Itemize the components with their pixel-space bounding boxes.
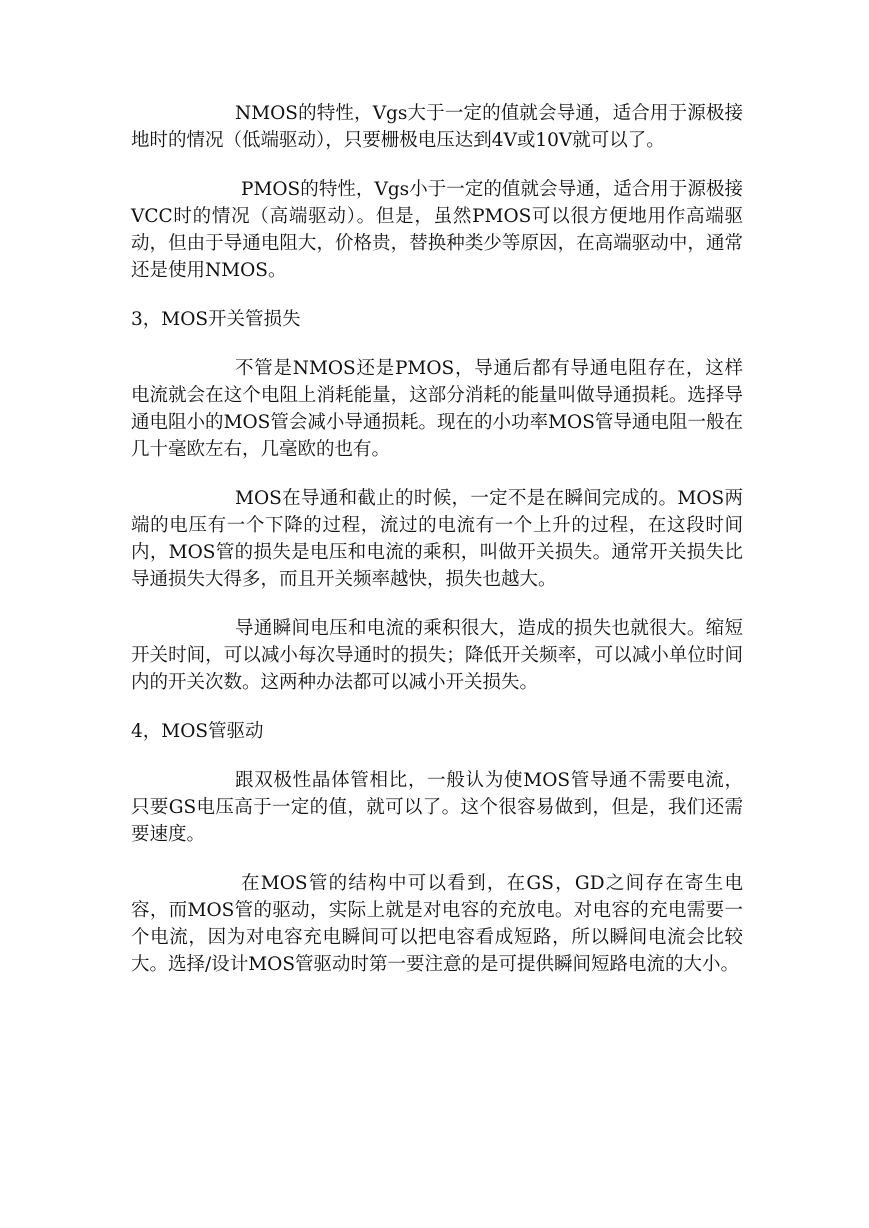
paragraph-conduction-loss: 不管是NMOS还是PMOS，导通后都有导通电阻存在，这样电流就会在这个电阻上消耗能量，这部分消耗的能量叫做导通损耗。选择导通电阻小的MOS管会减小导通损耗。现在的小功率MOS管导通电阻一般在几十毫欧左右，几毫欧的也有。	[131, 358, 743, 460]
document-page	[131, 100, 743, 1000]
paragraph-pmos-characteristics: PMOS的特性，Vgs小于一定的值就会导通，适合用于源极接VCC时的情况（高端驱动）。但是，虽然PMOS可以很方便地用作高端驱动，但由于导通电阻大，价格贵，替换种类少等原因，在高端驱动中，通常还是使用NMOS。	[131, 179, 743, 281]
section-heading-mos-drive: 4，MOS管驱动	[131, 721, 264, 742]
paragraph-parasitic-capacitance: 在MOS管的结构中可以看到，在GS，GD之间存在寄生电容，而MOS管的驱动，实际上就是对电容的充放电。对电容的充电需要一个电流，因为对电容充电瞬间可以把电容看成短路，所以瞬间电流会比较大。选择/设计MOS管驱动时第一要注意的是可提供瞬间短路电流的大小。	[131, 873, 743, 975]
paragraph-drive-speed: 跟双极性晶体管相比，一般认为使MOS管导通不需要电流，只要GS电压高于一定的值，就可以了。这个很容易做到，但是，我们还需要速度。	[131, 770, 743, 845]
paragraph-reduce-loss: 导通瞬间电压和电流的乘积很大，造成的损失也就很大。缩短开关时间，可以减小每次导通时的损失；降低开关频率，可以减小单位时间内的开关次数。这两种办法都可以减小开关损失。	[131, 618, 743, 693]
section-heading-switch-loss: 3，MOS开关管损失	[131, 309, 301, 330]
paragraph-switching-loss: MOS在导通和截止的时候，一定不是在瞬间完成的。MOS两端的电压有一个下降的过程，流过的电流有一个上升的过程，在这段时间内，MOS管的损失是电压和电流的乘积，叫做开关损失。通常开关损失比导通损失大得多，而且开关频率越快，损失也越大。	[131, 488, 743, 590]
paragraph-nmos-characteristics: NMOS的特性，Vgs大于一定的值就会导通，适合用于源极接地时的情况（低端驱动），只要栅极电压达到4V或10V就可以了。	[131, 103, 743, 151]
